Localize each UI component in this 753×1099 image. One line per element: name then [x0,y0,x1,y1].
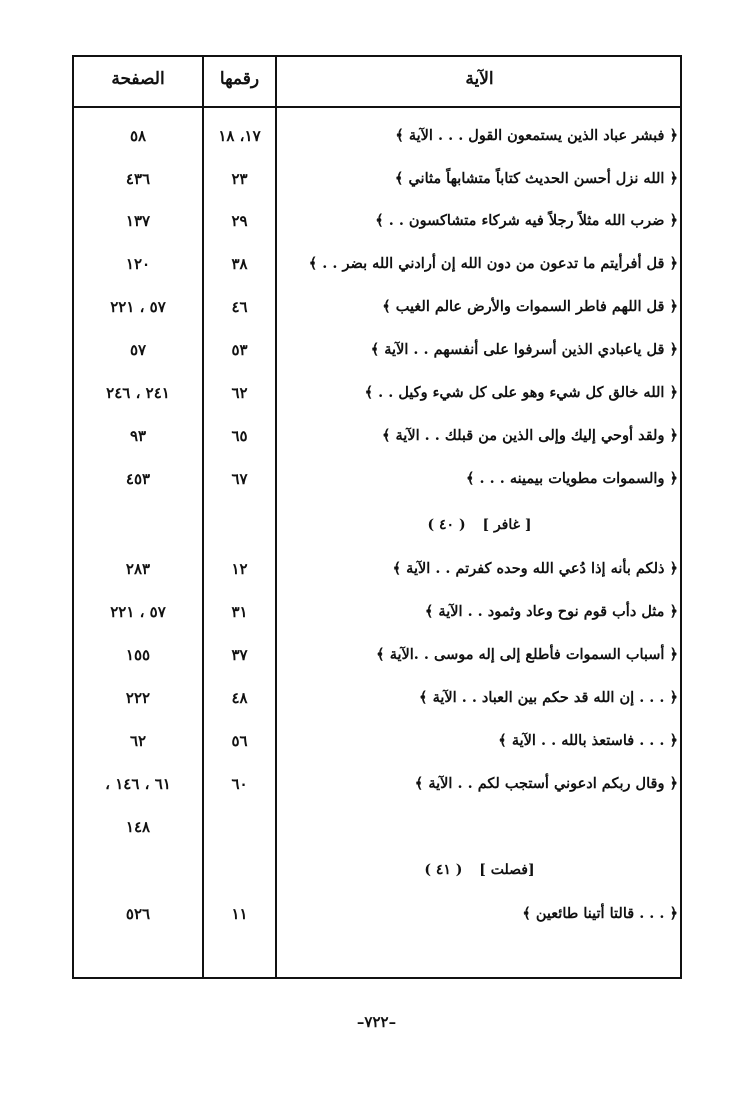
verse-cell: ﴿ قل اللهم فاطر السموات والأرض عالم الغيب ﴾ [382,298,678,315]
table-row [74,170,684,200]
surah-name: [ غافر ] [482,517,532,533]
verse-cell: ﴿ مثل دأب قوم نوح وعاد وثمود . . الآية ﴾ [424,603,678,620]
number-cell: ٥٦ [231,732,248,750]
number-cell: ١٢ [231,560,248,578]
page-cell: ٩٣ [129,427,147,445]
verse-cell: ﴿ . . . قالتا أتينا طائعين ﴾ [522,905,678,922]
verse-cell: ﴿ ذلكم بأنه إذا دُعي الله وحده كفرتم . . الآية ﴾ [392,560,678,577]
number-cell: ٦٠ [231,775,248,793]
page-cell: ٦٢ [129,732,147,750]
verse-cell: ﴿ وقال ربكم ادعوني أستجب لكم . . الآية ﴾ [414,775,678,792]
page-cell-continuation: ١٤٨ [125,818,151,836]
number-cell: ٦٧ [231,470,248,488]
index-table [72,55,682,979]
verse-cell: ﴿ الله نزل أحسن الحديث كتاباً متشابهاً مثاني ﴾ [394,170,678,187]
page-cell: ٢٨٣ [125,560,151,578]
header-number: رقمها [219,69,260,89]
table-row [74,255,684,285]
verse-cell: ﴿ فبشر عباد الذين يستمعون القول . . . الآية ﴾ [395,127,678,144]
verse-cell: ﴿ قل ياعبادي الذين أسرفوا على أنفسهم . . الآية ﴾ [370,341,678,358]
page-cell: ٥٧ ، ٢٢١ [110,298,166,316]
page-cell: ٥٢٦ [125,905,151,923]
number-cell: ٣٧ [231,646,248,664]
number-cell: ١٧، ١٨ [218,127,261,145]
page-cell: ١٢٠ [125,255,151,273]
page-cell: ٢٤١ ، ٢٤٦ [106,384,170,402]
surah-name: [فصلت ] [479,862,535,878]
header-rule [74,106,680,108]
table-row [74,732,684,762]
number-cell: ٣٨ [231,255,248,273]
table-row [74,689,684,719]
surah-number: ( ٤١ ) [424,862,463,878]
number-cell: ٣١ [231,603,248,621]
table-row [74,603,684,633]
table-row [74,470,684,500]
page-cell: ١٥٥ [125,646,151,664]
verse-cell: ﴿ ولقد أوحي إليك وإلى الذين من قبلك . . الآية ﴾ [381,427,678,444]
number-cell: ٤٨ [231,689,248,707]
page-cell: ٥٨ [129,127,147,145]
page-cell: ١٣٧ [125,212,151,230]
table-row [74,127,684,157]
table-row [74,646,684,676]
section-heading-ghafir [277,517,682,533]
table-row [74,560,684,590]
table-row [74,341,684,371]
page-cell: ٤٥٣ [125,470,151,488]
page-cell: ٥٧ [129,341,147,359]
verse-cell: ﴿ . . . فاستعذ بالله . . الآية ﴾ [498,732,678,749]
verse-cell: ﴿ ضرب الله مثلاً رجلاً فيه شركاء متشاكسون . . ﴾ [375,212,678,229]
header-page: الصفحة [111,69,165,89]
number-cell: ٥٣ [231,341,248,359]
page-cell: ٥٧ ، ٢٢١ [110,603,166,621]
table-row [74,905,684,935]
number-cell: ١١ [231,905,248,923]
verse-cell: ﴿ أسباب السموات فأطلع إلى إله موسى . .الآية ﴾ [376,646,678,663]
table-row [74,818,684,848]
page-cell: ٢٢٢ [125,689,151,707]
table-row [74,384,684,414]
page-cell: ٤٣٦ [125,170,151,188]
surah-number: ( ٤٠ ) [427,517,466,533]
number-cell: ٤٦ [231,298,248,316]
header-verse: الآية [465,69,494,89]
table-row [74,427,684,457]
page-cell: ٦١ ، ١٤٦ ، [105,775,171,793]
section-heading-fussilat [277,862,682,878]
verse-cell: ﴿ الله خالق كل شيء وهو على كل شيء وكيل . . ﴾ [364,384,678,401]
page-number: –٧٢٢– [356,1013,397,1031]
table-row [74,212,684,242]
number-cell: ٦٢ [231,384,248,402]
verse-cell: ﴿ قل أفرأيتم ما تدعون من دون الله إن أرادني الله بضر . . ﴾ [308,255,678,272]
number-cell: ٦٥ [231,427,248,445]
verse-cell: ﴿ والسموات مطويات بيمينه . . . ﴾ [466,470,678,487]
verse-cell: ﴿ . . . إن الله قد حكم بين العباد . . الآية ﴾ [419,689,678,706]
table-row [74,775,684,805]
number-cell: ٢٣ [231,170,248,188]
number-cell: ٢٩ [231,212,248,230]
table-row [74,298,684,328]
